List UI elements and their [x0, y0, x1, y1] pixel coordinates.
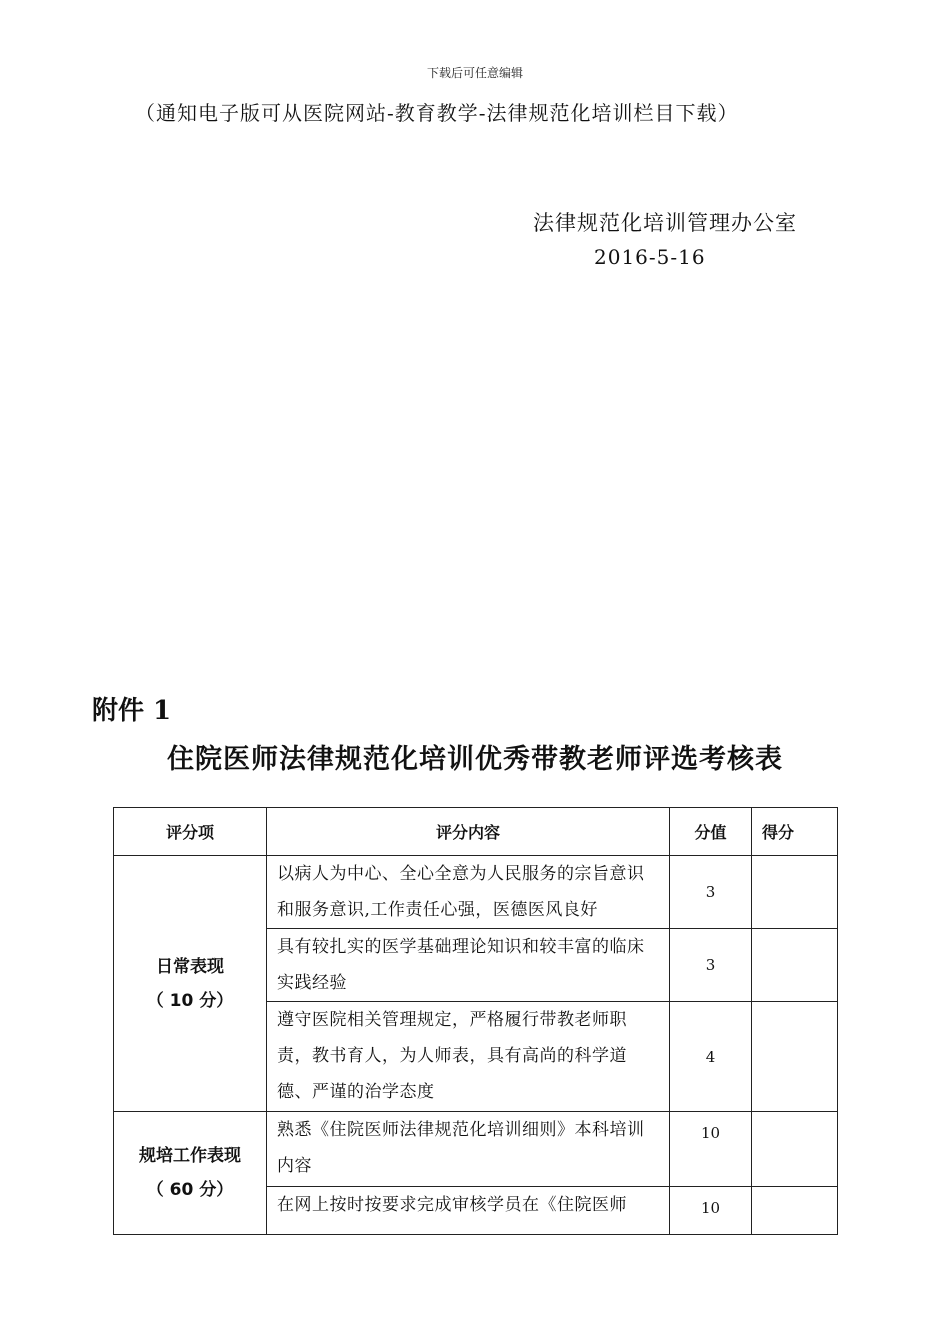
- issuing-office: 法律规范化培训管理办公室: [533, 211, 797, 235]
- row-score-cell[interactable]: [752, 1002, 838, 1112]
- row-points: 3: [670, 856, 752, 929]
- attachment-label: 附件 1: [92, 696, 172, 726]
- issue-date: 2016-5-16: [594, 245, 706, 269]
- header-points: 分值: [670, 808, 752, 856]
- header-item: 评分项: [114, 808, 267, 856]
- row-points: 4: [670, 1002, 752, 1112]
- row-score-cell[interactable]: [752, 929, 838, 1002]
- row-points: 10: [670, 1112, 752, 1187]
- row-points: 10: [670, 1187, 752, 1235]
- header-content: 评分内容: [267, 808, 670, 856]
- category-total: （ 60 分）: [146, 1180, 234, 1200]
- row-score-cell[interactable]: [752, 856, 838, 929]
- table-row: [114, 1112, 838, 1187]
- row-score-cell[interactable]: [752, 1187, 838, 1235]
- header-score: 得分: [752, 808, 838, 856]
- form-title: 住院医师法律规范化培训优秀带教老师评选考核表: [167, 744, 783, 775]
- download-notice: （通知电子版可从医院网站-教育教学-法律规范化培训栏目下载）: [135, 101, 739, 125]
- category-training: [114, 1112, 267, 1235]
- row-content: 以病人为中心、全心全意为人民服务的宗旨意识和服务意识,工作责任心强，医德医风良好: [267, 856, 670, 929]
- row-content: 遵守医院相关管理规定，严格履行带教老师职责，教书育人，为人师表，具有高尚的科学道德、严谨的治学态度: [267, 1002, 670, 1112]
- row-score-cell[interactable]: [752, 1112, 838, 1187]
- table-row: [114, 856, 838, 929]
- row-content: 熟悉《住院医师法律规范化培训细则》本科培训内容: [267, 1112, 670, 1187]
- category-daily: [114, 856, 267, 1112]
- category-total: （ 10 分）: [146, 990, 234, 1011]
- table-header-row: [114, 808, 838, 856]
- row-points: 3: [670, 929, 752, 1002]
- category-name: 规培工作表现: [139, 1146, 241, 1166]
- evaluation-table: [113, 807, 838, 1235]
- page-header-note: 下载后可任意编辑: [426, 66, 523, 80]
- row-content: 具有较扎实的医学基础理论知识和较丰富的临床实践经验: [267, 929, 670, 1002]
- row-content: 在网上按时按要求完成审核学员在《住院医师: [267, 1187, 670, 1235]
- category-name: 日常表现: [156, 956, 224, 977]
